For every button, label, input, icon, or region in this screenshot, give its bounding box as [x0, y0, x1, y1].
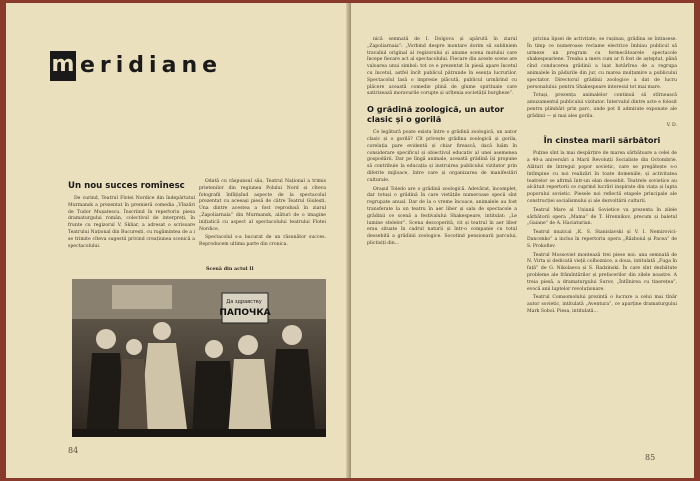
- paragraph: Totuși, prezența animalelor continuă să stîrnească amuzamentul publicului vizitator. Intervalul dintre acte e folosit pentru plimbări prin parc, unde pot fi admirate exponate ale grădinii — și mai ales gorila.: [527, 93, 677, 119]
- right-col-1: [367, 37, 517, 250]
- left-page: [6, 3, 349, 478]
- paragraph: Teatrul muzical „K. S. Stanislavski și V. I. Nemirovici-Dancenko” a inclus în repertoriu opera „Războiul și Pacea” de S. Prokofiev.: [527, 230, 677, 249]
- paragraph: Odată cu răspunsul său, Teatrul Național a trimis prietenilor din regiunea Polului Nord și cîteva fotografii înfățișînd aspecte de la spectacolul prezentat cu aceeași piesă de către Teatrul Giulești. Una dintre acestea a fost reprodusă în ziarul „Zapoliarnaia” din Murmansk, alături de o imagine inițiatică cu aspect al spectacolului teatrului Flotei Nordice.: [199, 179, 326, 232]
- article-col-2: [199, 179, 326, 251]
- page-number-right: 85: [645, 453, 656, 462]
- page-number-left: 84: [68, 446, 79, 455]
- paragraph: Teatrul Comsomolului prezintă o lucrare a celui mai tînăr autor sovietic, intitulată „Aventura”, ce aparține dramaturgului Mark Sobol. Piesa, intitulată...: [527, 295, 677, 314]
- masthead-title: eridiane: [80, 53, 223, 78]
- masthead-first-letter: m: [50, 51, 76, 81]
- article-headline: Un nou succes romînesc: [68, 181, 185, 191]
- right-page: [351, 3, 694, 478]
- paragraph: Teatrul Mare al Uniunii Sovietice va prezenta în zilele sărbătorii opera „Mama” de T. Hrennikov, precum și baletul „Gaiane” de A. Haciaturian.: [527, 207, 677, 227]
- stage-photo: [72, 279, 326, 437]
- paragraph: Spectacolul s-a bucurat de un răsunător succes. Reproducem ultima parte din cronica.: [199, 235, 326, 248]
- right-col-2: [527, 37, 677, 318]
- stage-photo-image: [72, 279, 326, 437]
- paragraph: Teatrul Mossoviet montează trei piese noi: una semnată de N. Virta și dedicată vieții colhoznice, a doua, intitulată „Fuga în față” de G. Nikolaeva și S. Radzinski. În care sînt dezbătute probleme ale frămîntărilor și prefacerilor din zilele noastre. A treia piesă, a dramaturgului Surov, „Întîlnirea cu tinerețea”, evocă anii luptelor revoluționare.: [527, 252, 677, 292]
- author-signature: V. D.: [666, 122, 677, 128]
- zoo-headline: O grădină zoologică, un autor clasic și o gorilă: [367, 104, 504, 125]
- article-col-1: [68, 196, 195, 252]
- paragraph: Ce legătură poate exista între o grădină zoologică, un autor clasic și o gorilă? Cît privește grădina zoologică și gorila, corelația pare evidentă și chiar firească, dacă luăm în considerare specificul și obiectivul educativ al unei asemenea gospodării. Dar pe lîngă animale, această grădină își propune să contribuie la educația și instruirea publicului vizitator prin diferite mijloace, între care și organizarea de manifestări culturale.: [367, 130, 517, 183]
- paragraph: pricina lipsei de activitate, se rușinau, grădina se întinsese. În timp ce numeroase reclame electrice îmbiau publicul să urmeze un program cu fermecătoarele spectacole shakespeariene. Treaba a mers cum ar fi fost de așteptat, până cînd conducerea grădinii a luat hotărîrea de a regrupa animalele în pădurile din jur, cu marea mulțumire a publicului spectator. Directorul grădinii zoologice a dat de lucru personalului: pentru Shakespeare interesul tot mai mare.: [527, 37, 677, 90]
- sign-text: ПАПОЧКА: [219, 308, 271, 318]
- celebration-headline: În cinstea marii sărbători: [543, 135, 661, 146]
- masthead: [50, 51, 222, 81]
- sign-prefix: Да здравству: [226, 299, 262, 305]
- paragraph: Orașul Toledo are o grădină zoologică. Adevărat, încomplet, dar totuși o grădină în care vietățile numeroase specii sînt regrupate anual. Dar de la o vreme încoace, animalele au fost transferate la un teatru în aer liber și sala de spectacole a grădinii ce scenă a festivalului Shakespeare, intitulat: „Le lumine stelelor”. Scena descoperită, cit și teatrul în aer liber erau situate în cadrul naturii și într-o companie cu totul deosebită a grădinii zoologice. Socotind pensionarii parcului, plictisiți din...: [367, 186, 517, 246]
- paragraph: Puține sînt la mai despărțire de marea sărbătoare a celei de a 40-a aniversări a Marii Revoluții Socialiste din Octombrie. Alături de întregul popor sovietic, care se pregătește s-o întîmpine cu noi realizări în toate domeniile, și activitatea teatrelor se afirmă într-un elan deosebit. Teatrele sovietice au alcătuit repertorii ce cuprind lucrări inspirate din viața și lupta poporului sovietic. Piesele noi reflectă etapele principale ale construcției socialismului și ale dezvoltării culturii.: [527, 151, 677, 204]
- book-spread: [6, 3, 694, 478]
- photo-caption: Scenă din actul II: [206, 266, 254, 272]
- paragraph: nică semnată de I. Dolgova și apărută în ziarul „Zapoliarnaia”: „Vorbind despre montare dorim să subliniem travaliul original al regizorului și anume scena mutului care începe fiecare act al spectacolului. Fiecare din aceste scene are valoarea unui simbol: tot ce e prezentat în piesă apare încetul cu încetul, astfel încît publicul pătrunde în esența lucrurilor. Spectacolul lasă o impresie plăcută, publicul urmărind cu plăcere această comedie plină de glume spirituale care satirizează moravurile corupte și urîțenia societății burgheze”.: [367, 37, 517, 97]
- paragraph: De curind, Teatrul Flotei Nordice din îndepărtatul Murmansk a prezentat în premieră comedia „Vînzări de Tudor Mușatescu. Înscriind în repertoriu piesa dramaturgului român, colectivul de interpreți, în frunte cu regizorul V. Skliar, a adresat o scrisoare Teatrului Național din București, cu rugămintea de a i se trimite cîteva sugestii privind creațiunea scenică a spectacolului.: [68, 196, 195, 249]
